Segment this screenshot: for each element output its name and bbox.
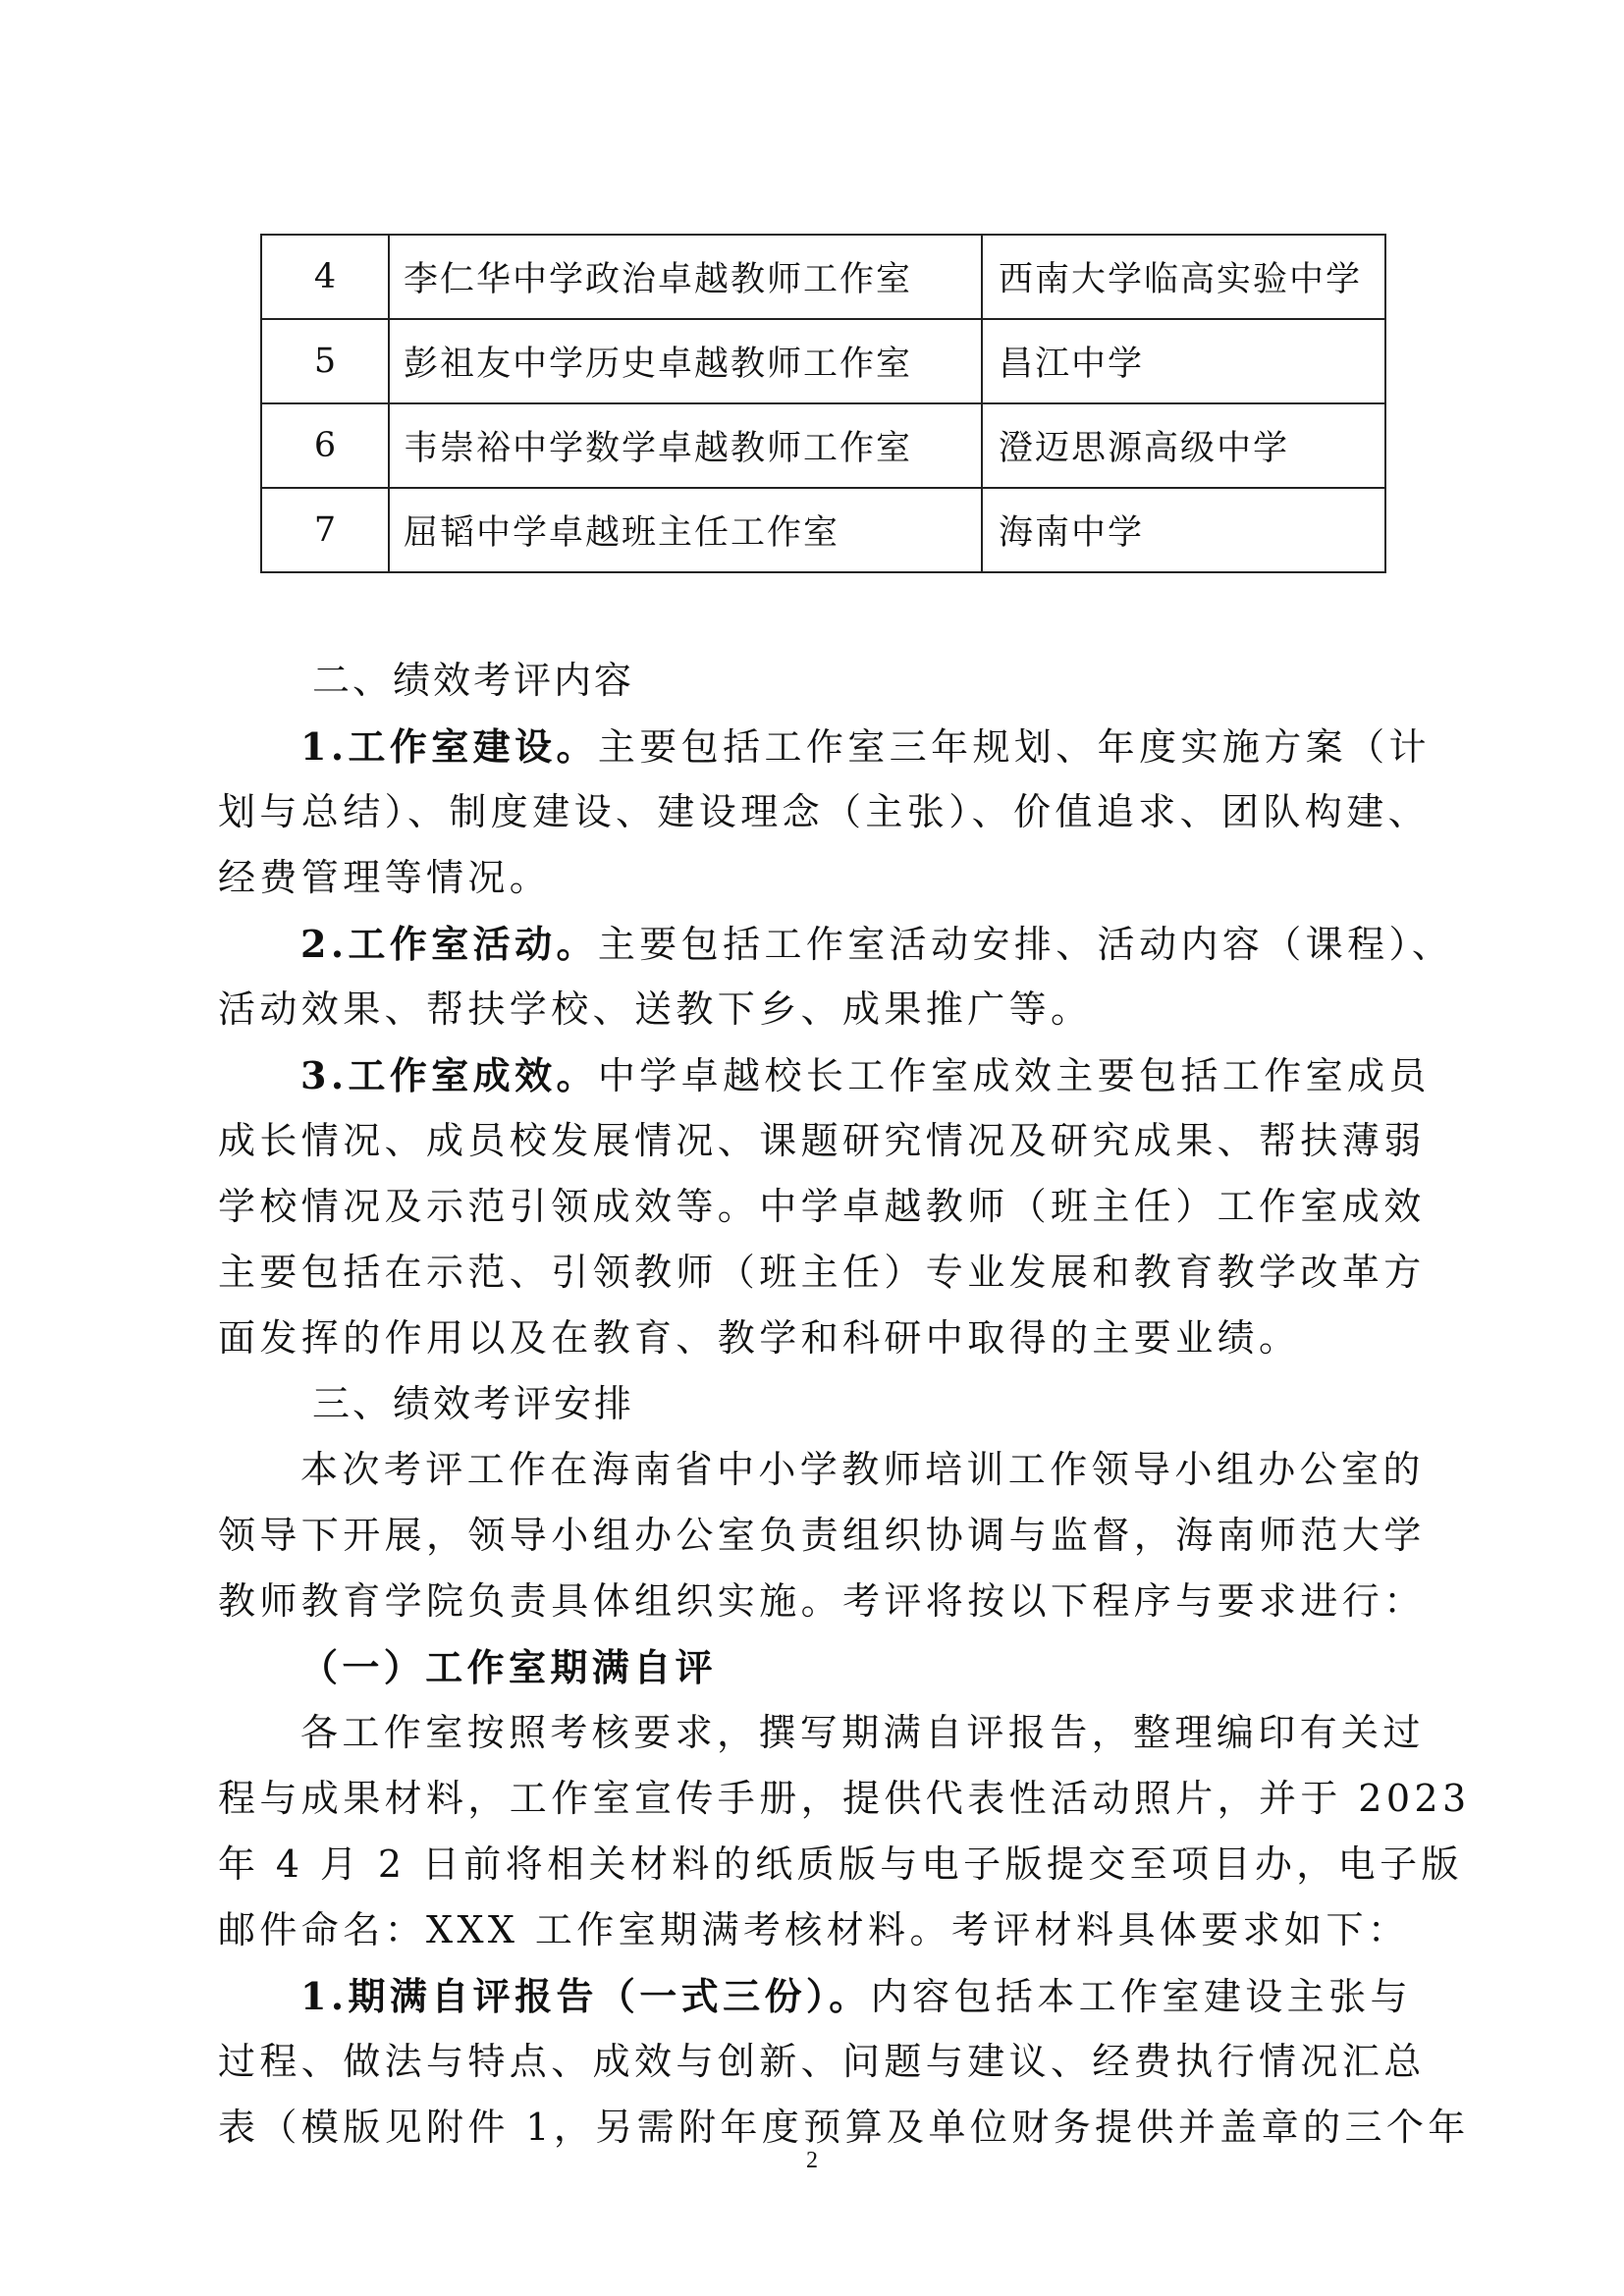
paragraph-lead: 1.期满自评报告（一式三份）。 bbox=[300, 1974, 871, 2018]
subsection-heading: （一）工作室期满自评 bbox=[300, 1645, 718, 1689]
studio-name: 彭祖友中学历史卓越教师工作室 bbox=[389, 319, 982, 403]
table-row bbox=[261, 319, 1385, 403]
paragraph-line: 活动效果、帮扶学校、送教下乡、成果推广等。 bbox=[218, 988, 1093, 1031]
paragraph-text: 中学卓越校长工作室成效主要包括工作室成员 bbox=[597, 1054, 1431, 1097]
paragraph-line: 程与成果材料，工作室宣传手册，提供代表性活动照片，并于 2023 bbox=[218, 1777, 1471, 1820]
paragraph-line: 学校情况及示范引领成效等。中学卓越教师（班主任）工作室成效 bbox=[218, 1185, 1426, 1228]
paragraph-line: 面发挥的作用以及在教育、教学和科研中取得的主要业绩。 bbox=[218, 1316, 1301, 1360]
studio-name: 李仁华中学政治卓越教师工作室 bbox=[389, 235, 982, 319]
page-number: 2 bbox=[806, 2148, 818, 2173]
host-school: 西南大学临高实验中学 bbox=[982, 235, 1385, 319]
paragraph-line: 主要包括在示范、引领教师（班主任）专业发展和教育教学改革方 bbox=[218, 1251, 1426, 1294]
paragraph-text: 主要包括工作室三年规划、年度实施方案（计 bbox=[597, 725, 1431, 769]
paragraph-line: 本次考评工作在海南省中小学教师培训工作领导小组办公室的 bbox=[300, 1448, 1425, 1491]
paragraph-line: 领导下开展，领导小组办公室负责组织协调与监督，海南师范大学 bbox=[218, 1514, 1426, 1557]
paragraph-line: 邮件命名：XXX 工作室期满考核材料。考评材料具体要求如下： bbox=[218, 1908, 1410, 1951]
paragraph-line bbox=[218, 714, 1431, 779]
paragraph-lead: 1.工作室建设。 bbox=[300, 724, 598, 769]
row-number: 7 bbox=[261, 488, 389, 572]
section-heading: 二、绩效考评内容 bbox=[312, 659, 635, 702]
paragraph-line: 年 4 月 2 日前将相关材料的纸质版与电子版提交至项目办，电子版 bbox=[218, 1842, 1463, 1886]
table-row bbox=[261, 488, 1385, 572]
paragraph-line: 教师教育学院负责具体组织实施。考评将按以下程序与要求进行： bbox=[218, 1579, 1426, 1623]
table-row bbox=[261, 235, 1385, 319]
paragraph-line bbox=[218, 911, 1454, 977]
paragraph-line: 经费管理等情况。 bbox=[218, 856, 552, 899]
row-number: 6 bbox=[261, 403, 389, 488]
studio-table bbox=[260, 234, 1386, 573]
paragraph-line: 成长情况、成员校发展情况、课题研究情况及研究成果、帮扶薄弱 bbox=[218, 1119, 1426, 1162]
paragraph-line bbox=[218, 1042, 1431, 1108]
studio-name: 屈韬中学卓越班主任工作室 bbox=[389, 488, 982, 572]
paragraph-line bbox=[218, 1963, 1426, 2029]
row-number: 5 bbox=[261, 319, 389, 403]
paragraph-lead: 2.工作室活动。 bbox=[300, 922, 598, 966]
paragraph-text: 内容包括本工作室建设主张与 bbox=[870, 1975, 1412, 2018]
paragraph-lead: 3.工作室成效。 bbox=[300, 1053, 598, 1097]
section-heading: 三、绩效考评安排 bbox=[312, 1382, 635, 1425]
row-number: 4 bbox=[261, 235, 389, 319]
document-body bbox=[218, 648, 1471, 2161]
host-school: 昌江中学 bbox=[982, 319, 1385, 403]
host-school: 澄迈思源高级中学 bbox=[982, 403, 1385, 488]
paragraph-line: 过程、做法与特点、成效与创新、问题与建议、经费执行情况汇总 bbox=[218, 2040, 1426, 2083]
paragraph-line: 表（模版见附件 1，另需附年度预算及单位财务提供并盖章的三个年 bbox=[218, 2106, 1470, 2149]
table-row bbox=[261, 403, 1385, 488]
paragraph-line: 划与总结）、制度建设、建设理念（主张）、价值追求、团队构建、 bbox=[218, 790, 1431, 833]
paragraph-text: 主要包括工作室活动安排、活动内容（课程）、 bbox=[597, 923, 1454, 966]
paragraph-line: 各工作室按照考核要求，撰写期满自评报告，整理编印有关过 bbox=[300, 1711, 1425, 1754]
host-school: 海南中学 bbox=[982, 488, 1385, 572]
studio-name: 韦崇裕中学数学卓越教师工作室 bbox=[389, 403, 982, 488]
